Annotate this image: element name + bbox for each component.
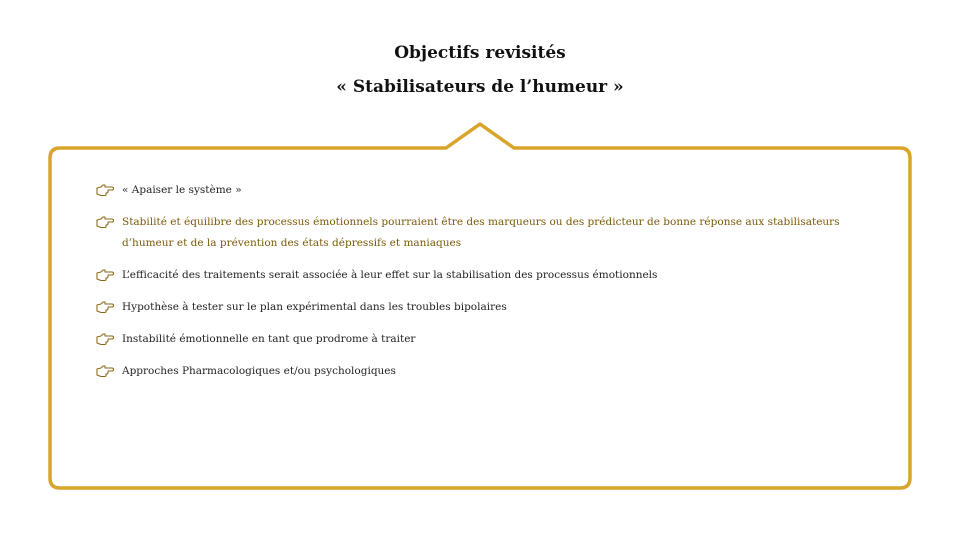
list-item-text: Instabilité émotionnelle en tant que prodrome à traiter (122, 333, 416, 345)
hand-pointing-right-icon (96, 300, 114, 314)
hand-pointing-right-icon (96, 364, 114, 378)
hand-pointing-right-icon (96, 332, 114, 346)
hand-pointing-right-icon (96, 215, 114, 229)
list-item (96, 297, 866, 318)
list-item (96, 265, 866, 286)
list-item-text: Hypothèse à tester sur le plan expérimental dans les troubles bipolaires (122, 301, 507, 313)
list-item (96, 329, 866, 350)
list-item (96, 212, 866, 254)
list-item (96, 361, 866, 382)
list-item-text: L’efficacité des traitements serait associée à leur effet sur la stabilisation des processus émotionnels (122, 269, 658, 281)
title-line-2: « Stabilisateurs de l’humeur » (336, 77, 624, 97)
hand-pointing-right-icon (96, 183, 114, 197)
list-item-text: Approches Pharmacologiques et/ou psychologiques (122, 365, 396, 377)
list-item-text: Stabilité et équilibre des processus émotionnels pourraient être des marqueurs ou des prédicteur de bonne réponse aux stabilisateurs d’humeur et de la prévention des états dépressifs et maniaques (122, 216, 840, 249)
title-line-1: Objectifs revisités (394, 43, 566, 63)
bullet-list (96, 180, 866, 393)
hand-pointing-right-icon (96, 268, 114, 282)
list-item-text: « Apaiser le système » (122, 184, 242, 196)
list-item (96, 180, 866, 201)
